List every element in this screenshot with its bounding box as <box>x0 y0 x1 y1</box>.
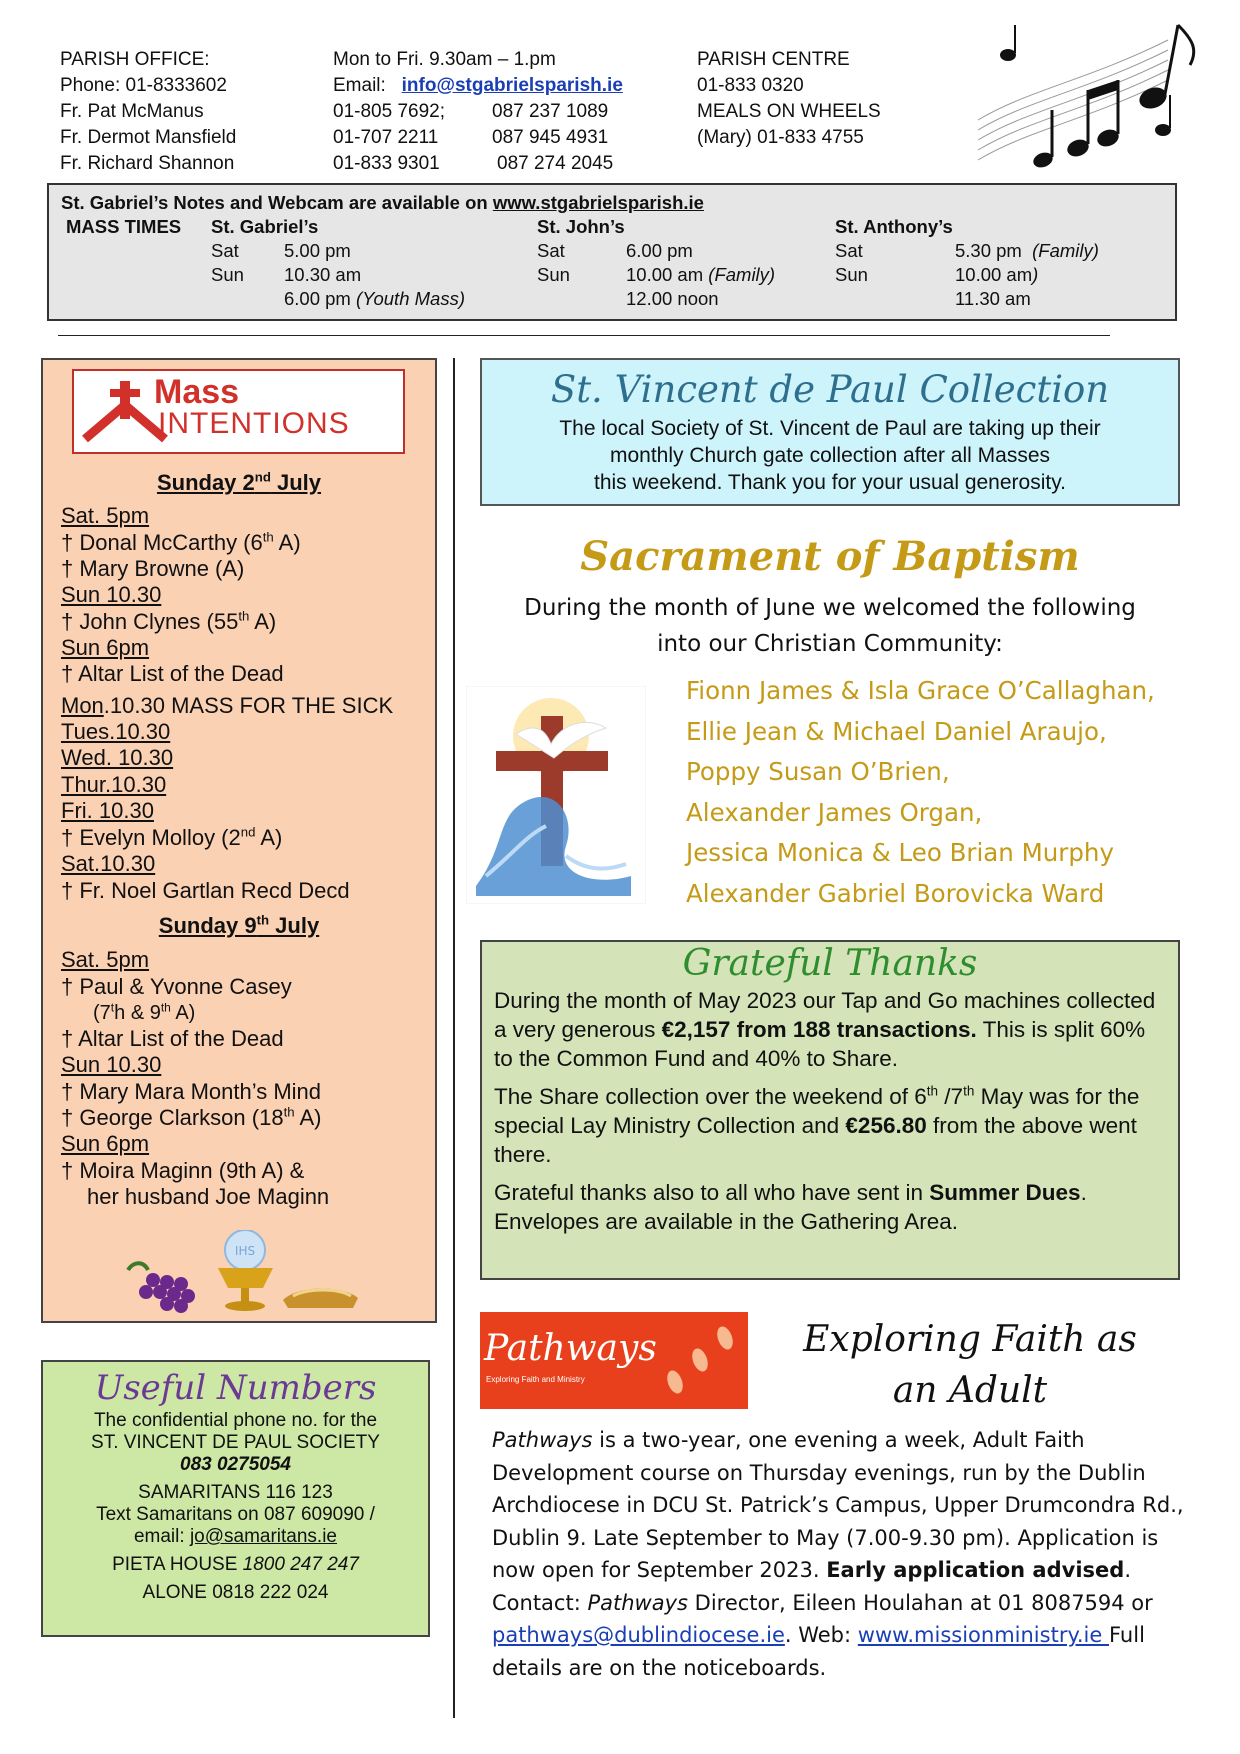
phone-b: 087 237 1089 <box>492 101 609 122</box>
baptism-cross-dove-icon <box>466 686 646 904</box>
mass-note: (Family) <box>708 264 776 285</box>
week-heading: Sunday 9th July <box>158 912 320 938</box>
parish-office-block <box>60 47 236 177</box>
logo-text-intentions: INTENTIONS <box>158 407 350 440</box>
phone-b: 087 274 2045 <box>497 153 614 174</box>
intention-line: † Paul & Yvonne Casey <box>61 974 292 999</box>
website-link[interactable]: www.stgabrielsparish.ie <box>492 192 704 213</box>
mass-note: ) <box>1032 264 1039 285</box>
mass-day: Sun <box>835 264 868 285</box>
useful-line: Text Samaritans on 087 609090 / <box>96 1504 375 1525</box>
useful-line: ST. VINCENT DE PAUL SOCIETY <box>91 1432 380 1453</box>
email-link[interactable]: info@stgabrielsparish.ie <box>401 75 623 96</box>
pathways-logo-text: Pathways <box>484 1328 657 1369</box>
mass-time: 11.30 am <box>955 288 1031 309</box>
baptism-name: Jessica Monica & Leo Brian Murphy <box>686 838 1114 867</box>
mass-day: Sun <box>537 264 570 285</box>
intention-slot: Sun 6pm <box>61 635 150 660</box>
pieta-phone: 1800 247 247 <box>242 1554 359 1575</box>
intention-line: † Evelyn Molloy (2nd A) <box>61 824 283 850</box>
baptism-intro <box>480 590 1180 662</box>
office-hours: Mon to Fri. 9.30am – 1.pm <box>333 49 556 70</box>
samaritans-email-link[interactable]: jo@samaritans.ie <box>189 1526 338 1547</box>
baptism-intro-line: into our Christian Community: <box>657 631 1003 657</box>
svp-line: monthly Church gate collection after all Masses <box>609 444 1051 467</box>
phone-a: 01-805 7692; <box>333 101 445 122</box>
church-name: St. Anthony’s <box>835 216 953 237</box>
pathways-description: Pathways is a two-year, one evening a week, Adult Faith Development course on Thursday evenings, run by the Dublin Archdiocese in DCU St. Patrick’s Campus, Upper Drumcondra Rd., Dublin 9. Late September to May (7.00-9.30 pm). Application is now open for September 2023. Early application advised. Contact: Pathways Director, Eileen Houlahan at 01 8087594 or pathways@dublindiocese.ie. Web: www.missionministry.ie Full details are on the noticeboards. <box>492 1428 1184 1680</box>
useful-numbers-panel <box>41 1360 430 1637</box>
church-name: St. John’s <box>537 216 625 237</box>
baptism-name: Fionn James & Isla Grace O’Callaghan, <box>686 676 1155 705</box>
pathways-email-link[interactable]: pathways@dublindiocese.ie <box>492 1623 785 1647</box>
svp-line: this weekend. Thank you for your usual generosity. <box>594 471 1066 494</box>
thanks-title: Grateful Thanks <box>682 943 978 984</box>
music-notes-icon <box>968 20 1208 180</box>
svp-title: St. Vincent de Paul Collection <box>550 368 1110 411</box>
intention-line: † Fr. Noel Gartlan Recd Decd <box>61 878 350 903</box>
mass-time: 10.00 am <box>955 264 1033 285</box>
mass-day: Sat <box>537 240 565 261</box>
svp-collection-panel <box>480 358 1180 506</box>
baptism-title: Sacrament of Baptism <box>580 533 1080 580</box>
svp-phone: 083 0275054 <box>180 1454 291 1475</box>
useful-line: email: <box>133 1526 190 1547</box>
footprints-icon <box>655 1320 745 1405</box>
phone-b: 087 945 4931 <box>492 127 609 148</box>
parish-centre-block <box>697 47 881 151</box>
mass-time: 12.00 noon <box>626 288 719 309</box>
baptism-name: Alexander James Organ, <box>686 797 983 827</box>
separator-line <box>58 335 1110 336</box>
header-line: Phone: 01-8333602 <box>60 75 227 96</box>
intention-line: † John Clynes (55th A) <box>61 608 277 634</box>
thanks-para-3: Grateful thanks also to all who have sent in Summer Dues. Envelopes are available in the Gathering Area. <box>494 1180 1087 1234</box>
baptism-name: Alexander Gabriel Borovicka Ward <box>686 878 1105 908</box>
week-heading: Sunday 2nd July <box>156 469 322 495</box>
baptism-names <box>686 671 1155 914</box>
intention-line: † Altar List of the Dead <box>61 1026 284 1051</box>
host-label: IHS <box>234 1244 256 1258</box>
intention-line: (7$^t$h & 9th A) <box>93 1000 196 1024</box>
baptism-name: Ellie Jean & Michael Daniel Araujo, <box>686 716 1107 746</box>
mass-intentions-logo <box>72 369 405 454</box>
mission-ministry-link[interactable]: www.missionministry.ie <box>857 1623 1109 1647</box>
intention-slot: Thur.10.30 <box>61 772 167 797</box>
header-line: Fr. Richard Shannon <box>60 153 235 174</box>
phone-a: 01-707 2211 <box>333 127 439 148</box>
eucharist-icon <box>113 1230 373 1315</box>
intention-line: † George Clarkson (18th A) <box>61 1104 322 1130</box>
mass-time: 6.00 pm <box>284 288 351 309</box>
mass-day: Sun <box>211 264 244 285</box>
intention-line: † Altar List of the Dead <box>61 661 284 686</box>
baptism-intro-line: During the month of June we welcomed the following <box>524 595 1136 621</box>
mass-times-label: MASS TIMES <box>66 216 182 237</box>
email-label: Email: <box>333 75 386 96</box>
pathways-logo-sub: Exploring Faith and Ministry <box>486 1375 585 1384</box>
header-line: PARISH CENTRE <box>697 49 850 70</box>
intention-slot: Sun 6pm <box>61 1131 150 1156</box>
intention-slot: Tues.10.30 <box>61 719 171 744</box>
header-line: MEALS ON WHEELS <box>697 101 881 122</box>
mass-day: Sat <box>835 240 863 261</box>
header-line: Fr. Pat McManus <box>60 101 204 122</box>
useful-title: Useful Numbers <box>94 1368 377 1408</box>
header-line: (Mary) 01-833 4755 <box>697 127 864 148</box>
pathways-heading-line: an Adult <box>892 1370 1048 1411</box>
logo-text-mass: Mass <box>154 373 240 411</box>
thanks-para-1: During the month of May 2023 our Tap and Go machines collected a very generous €2,157 from 188 transactions. This is split 60% to the Common Fund and 40% to Share. <box>494 988 1156 1071</box>
grateful-thanks-panel <box>480 940 1180 1280</box>
intention-slot: Sat.10.30 <box>61 851 156 876</box>
mass-time: 6.00 pm <box>626 240 693 261</box>
intention-slot: Sat. 5pm <box>61 947 150 972</box>
mass-note: (Family) <box>1032 240 1099 261</box>
header-line: PARISH OFFICE: <box>60 49 210 70</box>
pathways-logo <box>480 1312 748 1409</box>
intention-slot: Sun 10.30 <box>61 582 162 607</box>
useful-line: The confidential phone no. for the <box>93 1410 378 1431</box>
mass-times-box <box>47 183 1177 321</box>
header-line: 01-833 0320 <box>697 75 804 96</box>
useful-line: ALONE 0818 222 024 <box>142 1582 329 1603</box>
intention-line: † Moira Maginn (9th A) & <box>61 1158 305 1183</box>
useful-line: SAMARITANS 116 123 <box>138 1482 333 1503</box>
intention-line: Mon.10.30 MASS FOR THE SICK <box>61 693 394 718</box>
mass-time: 10.00 am <box>626 264 704 285</box>
mass-note: (Youth Mass) <box>356 288 465 309</box>
mobile-block <box>492 99 613 177</box>
intention-line: † Mary Browne (A) <box>61 556 245 581</box>
mass-time: 10.30 am <box>284 264 362 285</box>
pathways-heading-line: Exploring Faith as <box>803 1319 1137 1360</box>
intention-slot: Sun 10.30 <box>61 1052 162 1077</box>
useful-line: PIETA HOUSE <box>112 1554 243 1575</box>
mass-time: 5.00 pm <box>284 240 351 261</box>
header-line: Fr. Dermot Mansfield <box>60 127 237 148</box>
pathways-heading <box>780 1314 1160 1416</box>
webcam-notice: St. Gabriel’s Notes and Webcam are available on <box>61 192 488 213</box>
intention-line: † Mary Mara Month’s Mind <box>61 1079 322 1104</box>
mass-day: Sat <box>211 240 239 261</box>
svp-line: The local Society of St. Vincent de Paul are taking up their <box>559 417 1101 440</box>
church-name: St. Gabriel’s <box>211 216 319 237</box>
intention-slot: Fri. 10.30 <box>61 798 154 823</box>
column-divider <box>453 358 455 1718</box>
thanks-para-2: The Share collection over the weekend of 6th /7th May was for the special Lay Ministry Collection and €256.80 from the above went there. <box>494 1083 1140 1167</box>
mass-intentions-panel <box>41 358 437 1323</box>
baptism-name: Poppy Susan O’Brien, <box>686 757 950 786</box>
intention-line: † Donal McCarthy (6th A) <box>61 529 301 555</box>
mass-time: 5.30 pm <box>955 240 1022 261</box>
intention-line: her husband Joe Maginn <box>87 1184 330 1209</box>
intention-slot: Wed. 10.30 <box>61 745 174 770</box>
intention-slot: Sat. 5pm <box>61 503 150 528</box>
phone-a: 01-833 9301 <box>333 153 440 174</box>
